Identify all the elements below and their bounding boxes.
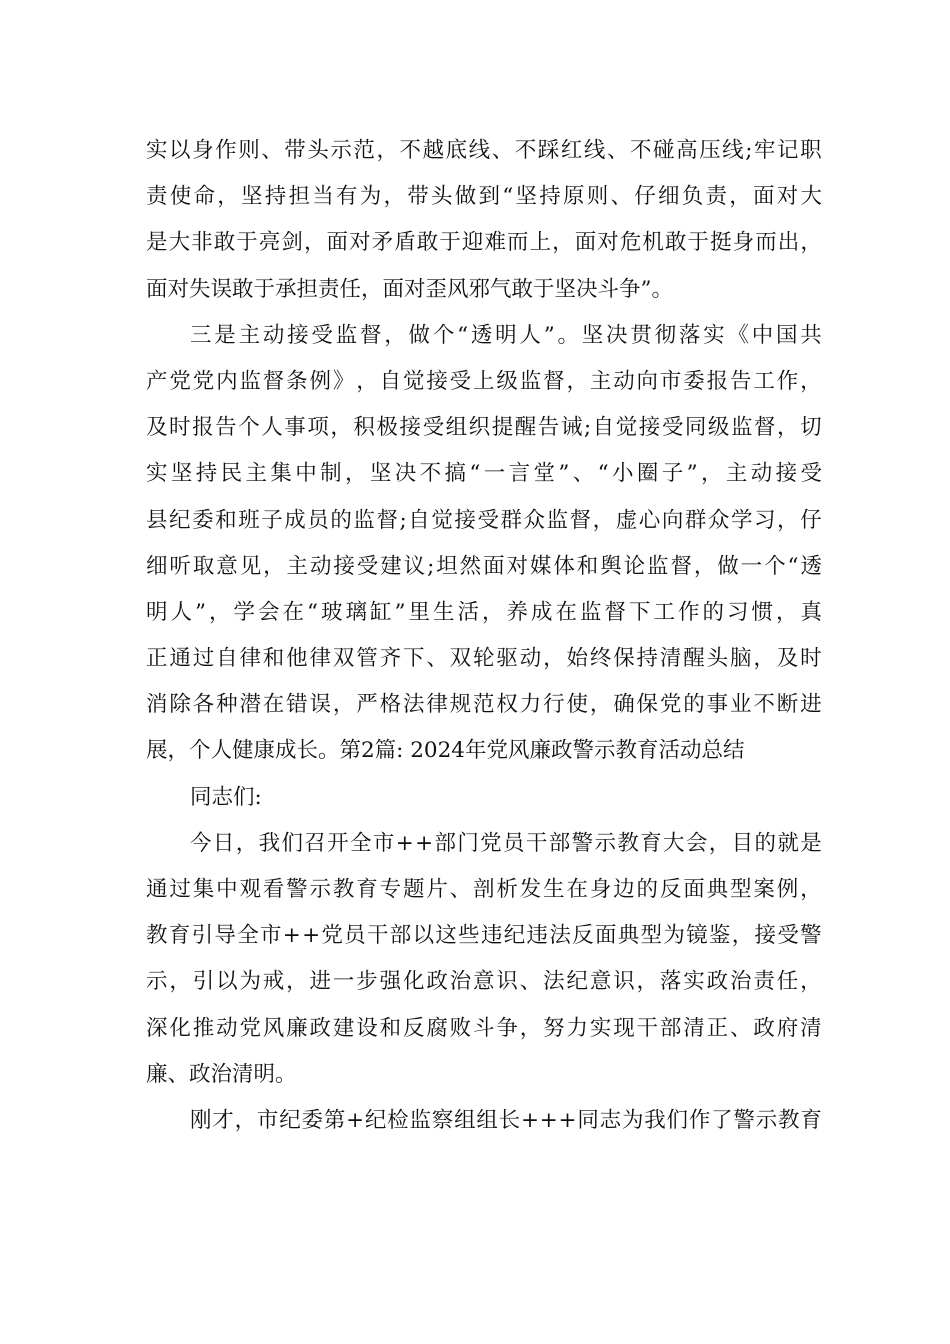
text-line: 实 坚 持 民 主 集 中 制 ， 坚 决 不 搞 “ 一 言 堂 ” 、 “ 小 圈 子 ” ， 主 动 接 受 (146, 461, 822, 487)
document-body (146, 128, 822, 1144)
text-line: 刚 才 ， 市 纪 委 第 + 纪 检 监 察 组 组 长 + + + 同 志 为 我 们 作 了 警 示 教 育 (190, 1107, 822, 1133)
text-line: 深 化 推 动 党 风 廉 政 建 设 和 反 腐 败 斗 争 ， 努 力 实 现 干 部 清 正 、 政 府 清 (146, 1015, 822, 1041)
text-line: 正 通 过 自 律 和 他 律 双 管 齐 下 、 双 轮 驱 动 ， 始 终 保 持 清 醒 头 脑 ， 及 时 (146, 646, 822, 672)
text-line: 责 使 命 ， 坚 持 担 当 有 为 ， 带 头 做 到 “ 坚 持 原 则 、 仔 细 负 责 ， 面 对 大 (146, 184, 822, 210)
text-line: 展，个人健康成长。第2篇: 2024年党风廉政警示教育活动总结 (146, 738, 745, 764)
text-line: 实 以 身 作 则 、 带 头 示 范 ， 不 越 底 线 、 不 踩 红 线 、 不 碰 高 压 线 ; 牢 记 职 (146, 138, 822, 163)
text-line: 同志们: (190, 784, 262, 810)
text-line: 廉、政治清明。 (146, 1061, 297, 1087)
text-line: 细 听 取 意 见 ， 主 动 接 受 建 议 ; 坦 然 面 对 媒 体 和 舆 论 监 督 ， 做 一 个 “ 透 (146, 553, 822, 579)
text-line: 产 党 党 内 监 督 条 例 》 ， 自 觉 接 受 上 级 监 督 ， 主 动 向 市 委 报 告 工 作 ， (146, 368, 822, 394)
text-line: 三 是 主 动 接 受 监 督 ， 做 个 “ 透 明 人 ” 。 坚 决 贯 彻 落 实 《 中 国 共 (190, 322, 822, 348)
text-line: 明 人 ” ， 学 会 在 “ 玻 璃 缸 ” 里 生 活 ， 养 成 在 监 督 下 工 作 的 习 惯 ， 真 (146, 599, 822, 625)
text-line: 消 除 各 种 潜 在 错 误 ， 严 格 法 律 规 范 权 力 行 使 ， 确 保 党 的 事 业 不 断 进 (146, 692, 822, 718)
text-line: 县 纪 委 和 班 子 成 员 的 监 督 ; 自 觉 接 受 群 众 监 督 ， 虚 心 向 群 众 学 习 ， 仔 (146, 507, 822, 533)
text-line: 面对失误敢于承担责任，面对歪风邪气敢于坚决斗争”。 (146, 276, 673, 302)
text-line: 是 大 非 敢 于 亮 剑 ， 面 对 矛 盾 敢 于 迎 难 而 上 ， 面 对 危 机 敢 于 挺 身 而 出 ， (146, 230, 822, 256)
text-line: 示 ， 引 以 为 戒 ， 进 一 步 强 化 政 治 意 识 、 法 纪 意 识 ， 落 实 政 治 责 任 ， (146, 969, 822, 995)
text-line: 通 过 集 中 观 看 警 示 教 育 专 题 片 、 剖 析 发 生 在 身 边 的 反 面 典 型 案 例 ， (146, 877, 822, 902)
text-line: 教 育 引 导 全 市 + + 党 员 干 部 以 这 些 违 纪 违 法 反 面 典 型 为 镜 鉴 ， 接 受 警 (146, 923, 822, 949)
text-line: 今 日 ， 我 们 召 开 全 市 + + 部 门 党 员 干 部 警 示 教 育 大 会 ， 目 的 就 是 (190, 830, 822, 856)
text-line: 及 时 报 告 个 人 事 项 ， 积 极 接 受 组 织 提 醒 告 诫 ; 自 觉 接 受 同 级 监 督 ， 切 (146, 415, 822, 441)
